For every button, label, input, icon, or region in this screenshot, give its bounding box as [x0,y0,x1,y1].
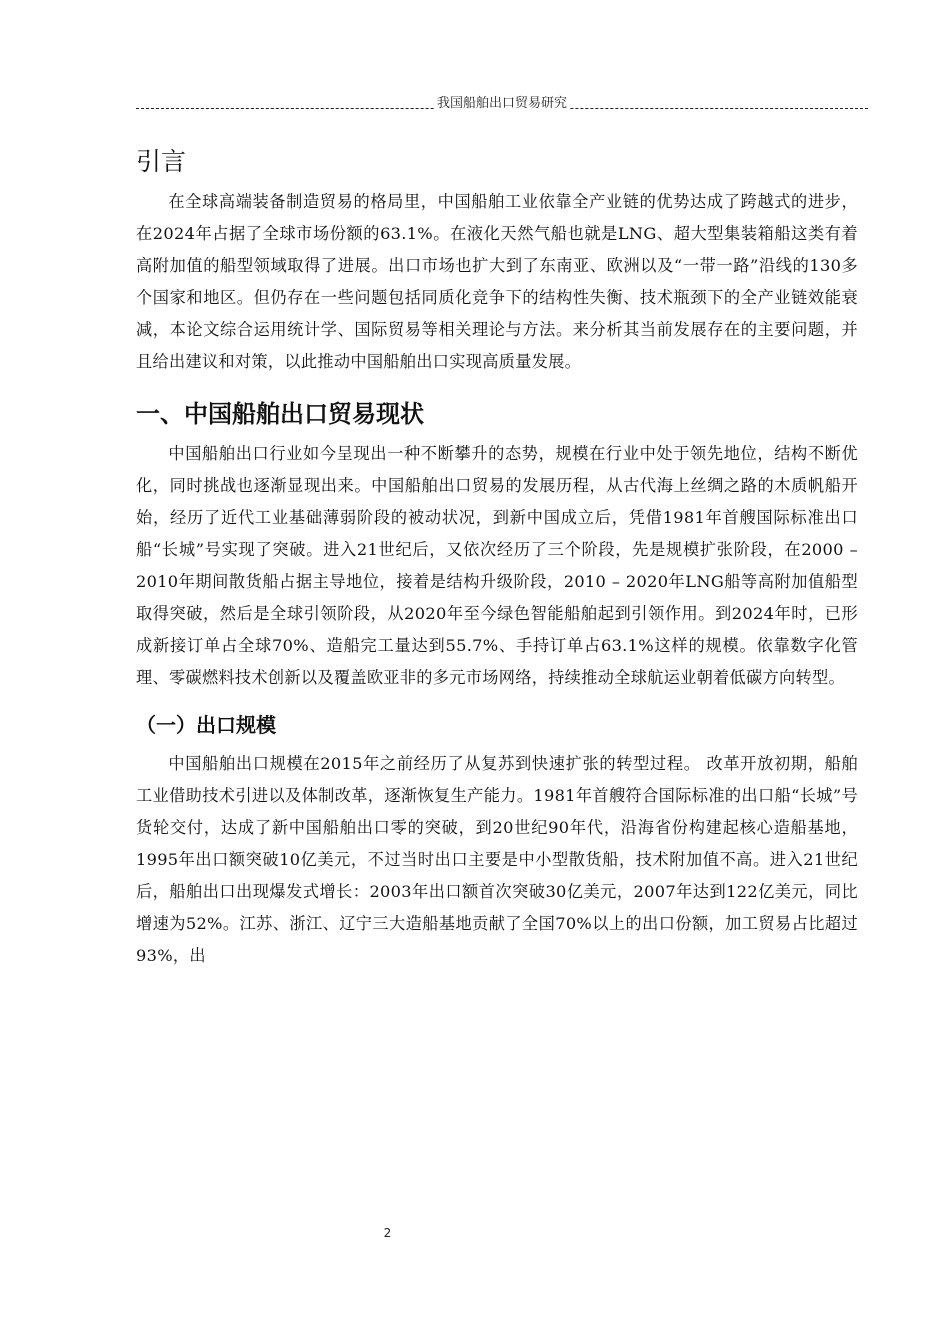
intro-paragraph: 在全球高端装备制造贸易的格局里，中国船舶工业依靠全产业链的优势达成了跨越式的进步，在2024年占据了全球市场份额的63.1%。在液化天然气船也就是LNG、超大型集装箱船这类有着高附加值的船型领域取得了进展。出口市场也扩大到了东南亚、欧洲以及“一带一路”沿线的130多个国家和地区。但仍存在一些问题包括同质化竞争下的结构性失衡、技术瓶颈下的全产业链效能衰减，本论文综合运用统计学、国际贸易等相关理论与方法。来分析其当前发展存在的主要问题，并且给出建议和对策，以此推动中国船舶出口实现高质量发展。 [136,192,858,371]
section1-heading: 一、中国船舶出口贸易现状 [136,400,424,428]
document-body [136,142,858,972]
page-number: 2 [383,1226,392,1240]
section1-paragraph: 中国船舶出口行业如今呈现出一种不断攀升的态势，规模在行业中处于领先地位，结构不断优化，同时挑战也逐渐显现出来。中国船舶出口贸易的发展历程，从古代海上丝绸之路的木质帆船开始，经历了近代工业基础薄弱阶段的被动状况，到新中国成立后，凭借1981年首艘国际标准出口船“长城”号实现了突破。进入21世纪后，又依次经历了三个阶段，先是规模扩张阶段，在2000 – 2010年期间散货船占据主导地位，接着是结构升级阶段，2010 – 2020年LNG船等高附加值船型取得突破，然后是全球引领阶段，从2020年至今绿色智能船舶起到引领作用。到2024年时，已形成新接订单占全球70%、造船完工量达到55.7%、手持订单占63.1%这样的规模。依靠数字化管理、零碳燃料技术创新以及覆盖欧亚非的多元市场网络，持续推动全球航运业朝着低碳方向转型。 [136,444,858,687]
page-header [136,92,868,111]
subsection1-heading: （一）出口规模 [136,713,276,737]
header-title: 我国船舶出口贸易研究 [435,92,569,111]
intro-heading: 引言 [136,147,187,176]
subsection1-paragraph: 中国船舶出口规模在2015年之前经历了从复苏到快速扩张的转型过程。 改革开放初期，船舶工业借助技术引进以及体制改革，逐渐恢复生产能力。1981年首艘符合国际标准的出口船“长城”号货轮交付，达成了新中国船舶出口零的突破，到20世纪90年代，沿海省份构建起核心造船基地，1995年出口额突破10亿美元，不过当时出口主要是中小型散货船，技术附加值不高。进入21世纪后，船舶出口出现爆发式增长：2003年出口额首次突破30亿美元，2007年达到122亿美元，同比增速为52%。江苏、浙江、辽宁三大造船基地贡献了全国70%以上的出口份额，加工贸易占比超过93%，出 [136,754,858,965]
